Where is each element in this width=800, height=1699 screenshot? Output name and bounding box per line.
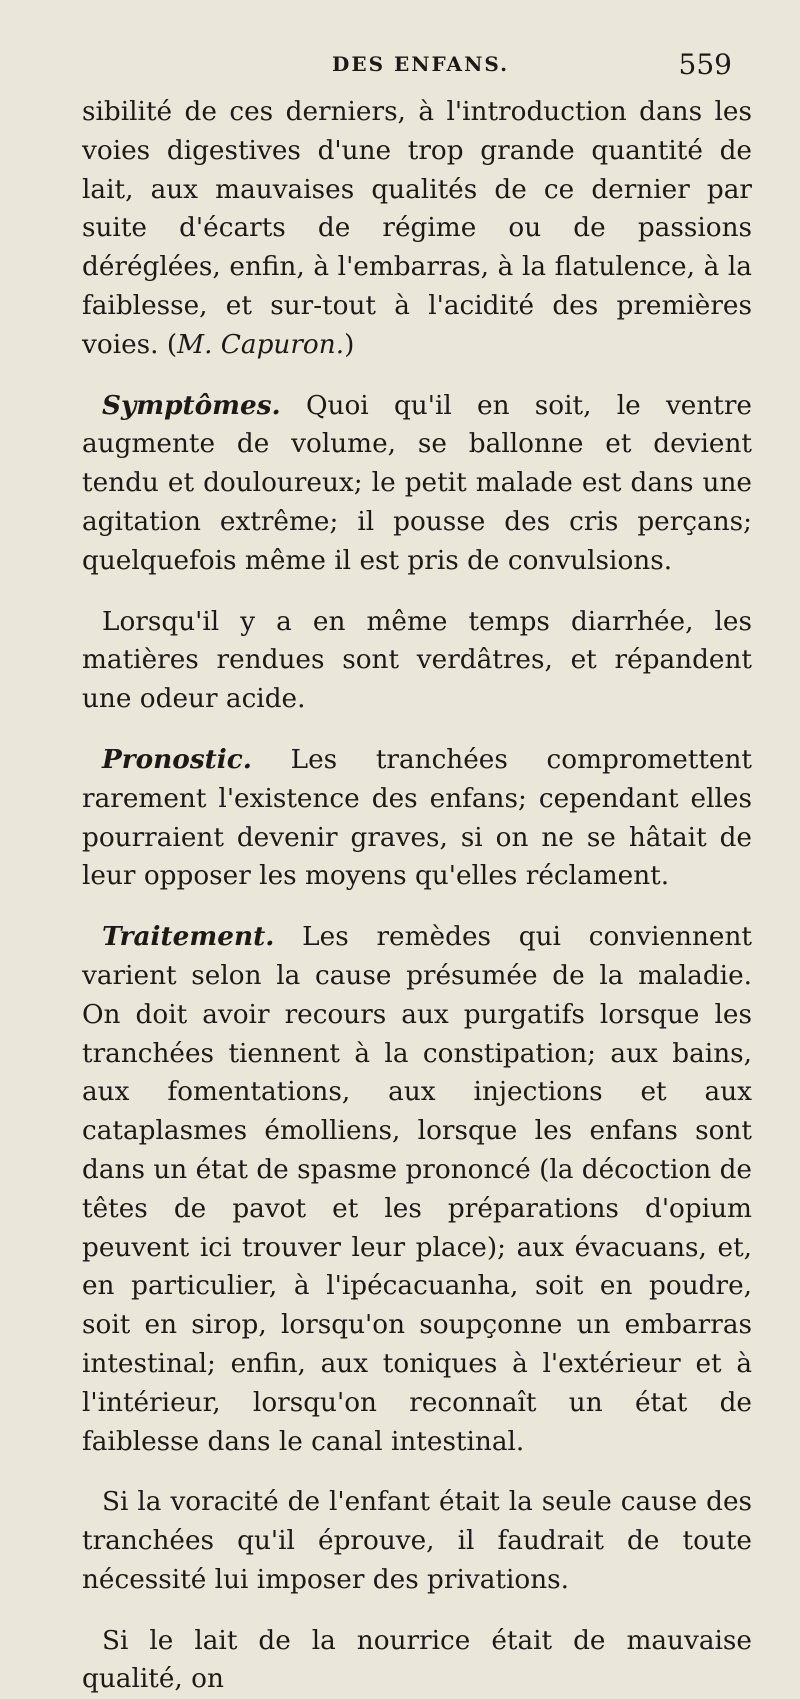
paragraph-text: Lorsqu'il y a en même temps diarrhée, les matières rendues sont verdâtres, et répandent une odeur acide. — [82, 606, 752, 715]
paragraph-symptomes — [82, 387, 752, 581]
paragraph-pronostic — [82, 741, 752, 896]
section-lead: Symptômes. — [102, 389, 281, 421]
paragraph-text: Si le lait de la nourrice était de mauvaise qualité, on — [82, 1625, 752, 1695]
paragraph-causes — [82, 93, 752, 365]
paragraph-traitement — [82, 918, 752, 1461]
paragraph-lait — [82, 1622, 752, 1699]
citation-close: ) — [344, 329, 355, 360]
paragraph-text: Si la voracité de l'enfant était la seule cause des tranchées qu'il éprouve, il faudrait de toute nécessité lui imposer des privations. — [82, 1487, 752, 1595]
paragraph-text: Les remèdes qui conviennent varient selon la cause présumée de la maladie. On doit avoir recours aux purgatifs lorsque les tranchées tiennent à la constipation; aux bains, aux fomentations, aux injections et aux cataplasmes émolliens, lorsque les enfans sont dans un état de spasme prononcé (la décoction de têtes de pavot et les préparations d'opium peuvent ici trouver leur place); aux évacuans, et, en particulier, à l'ipécacuanha, soit en poudre, soit en sirop, lorsqu'on soupçonne un embarras intestinal; enfin, aux toniques à l'extérieur et à l'intérieur, lorsqu'on reconnaît un état de faiblesse dans le canal intestinal. — [82, 922, 752, 1457]
paragraph-text: Quoi qu'il en soit, le ventre augmente de volume, se ballonne et devient tendu et douloureux; le petit malade est dans une agitation extrême; il pousse des cris perçans; quelquefois même il est pris de convulsions. — [82, 390, 752, 576]
paragraph-text: sibilité de ces derniers, à l'introduction dans les voies digestives d'une trop grande quantité de lait, aux mauvaises qualités de ce dernier par suite d'écarts de régime ou de passions déréglées, enfin, à l'embarras, à la flatulence, à la faiblesse, et sur-tout à l'acidité des premières voies. ( — [82, 97, 752, 360]
section-lead: Pronostic. — [102, 743, 252, 775]
section-lead: Traitement. — [102, 921, 275, 953]
citation: M. Capuron. — [177, 329, 345, 360]
body-text — [82, 93, 752, 1699]
paragraph-voracite — [82, 1483, 752, 1599]
page-number: 559 — [678, 48, 732, 81]
paragraph-text: Les tranchées compromettent rarement l'existence des enfans; cependant elles pourraient devenir graves, si on ne se hâtait de leur opposer les moyens qu'elles réclament. — [82, 744, 752, 892]
paragraph-diarrhee — [82, 603, 752, 719]
page-header — [0, 48, 800, 88]
running-title: DES ENFANS. — [332, 52, 510, 76]
